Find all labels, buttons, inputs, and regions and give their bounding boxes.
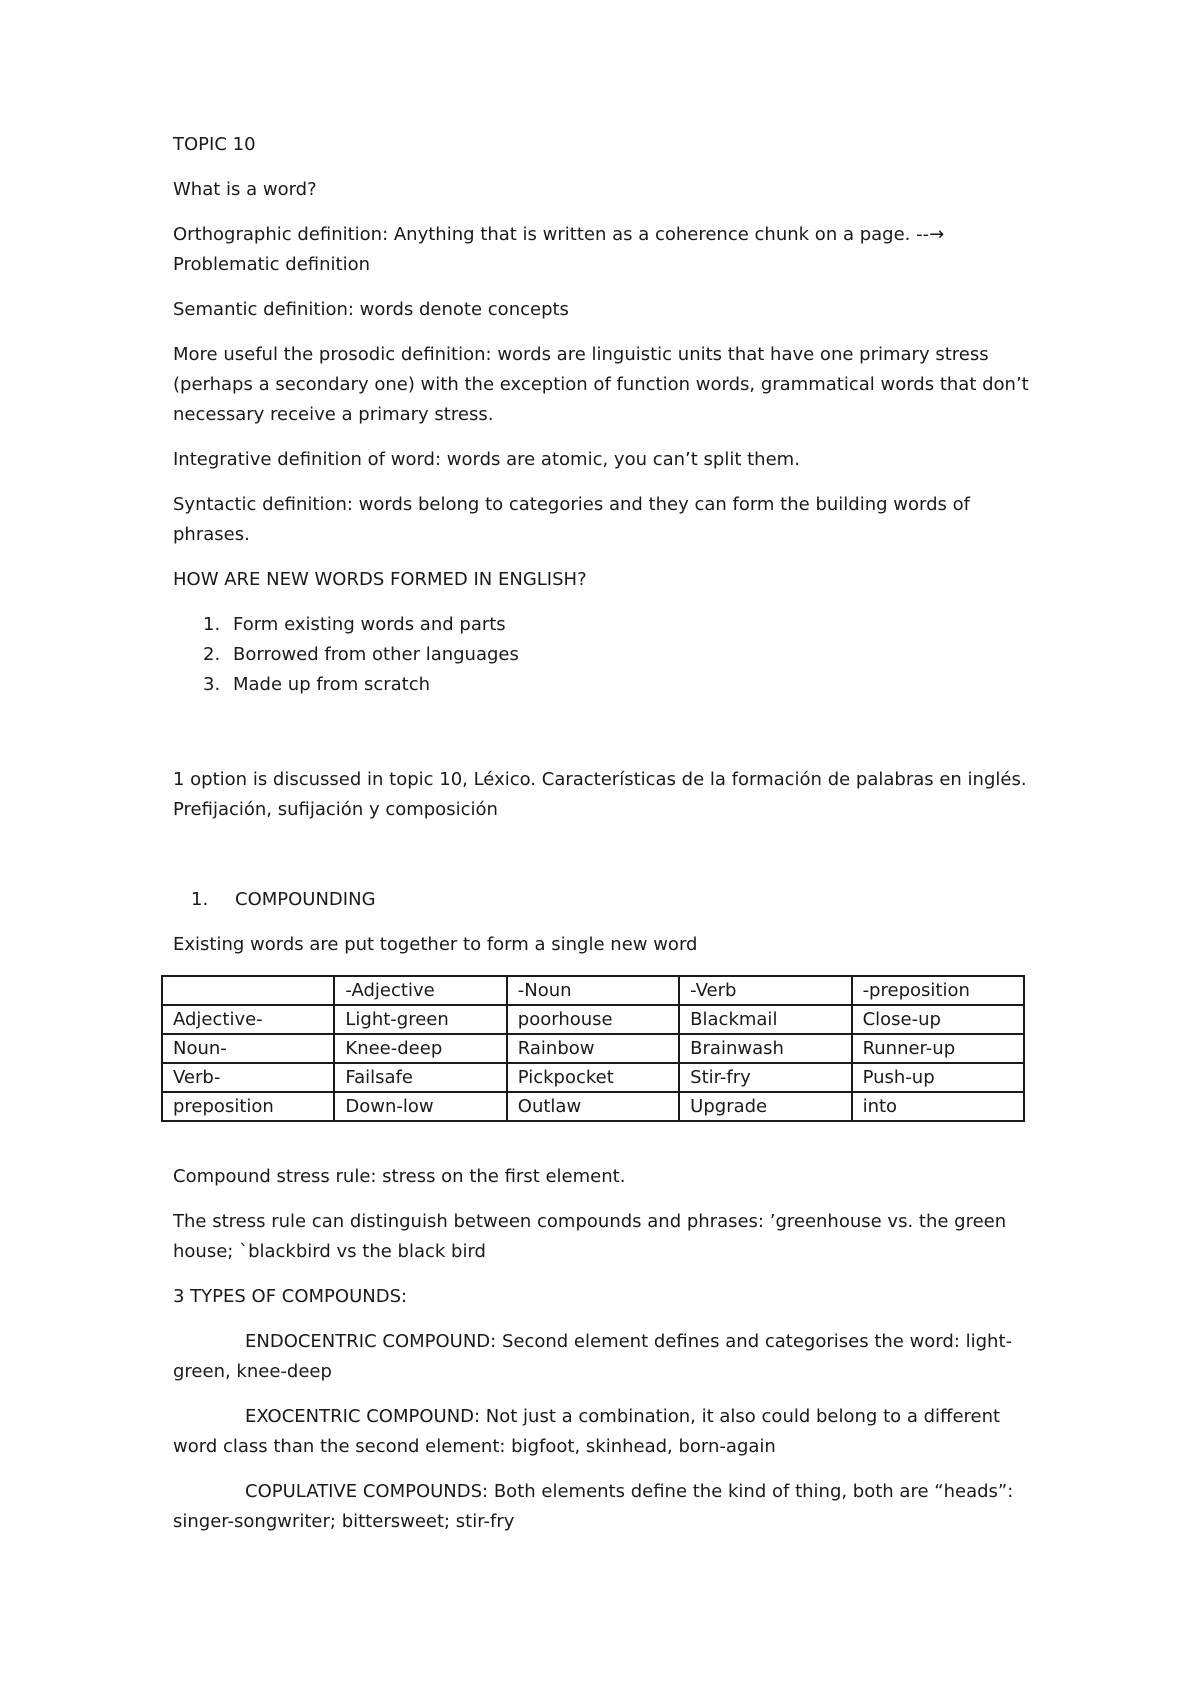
table-cell: Blackmail [679,1005,851,1034]
table-cell: -preposition [852,976,1024,1005]
prosodic-definition: More useful the prosodic definition: words are linguistic units that have one primary stress (perhaps a secondary one) with the exception of function words, grammatical words that don’t necessary receive a primary stress. [173,344,1029,425]
table-header-row [162,976,1024,1005]
table-cell: Light-green [334,1005,506,1034]
table-row [162,1005,1024,1034]
table-row [162,1092,1024,1121]
table-cell: -Adjective [334,976,506,1005]
table-cell: Runner-up [852,1034,1024,1063]
syntactic-definition: Syntactic definition: words belong to categories and they can form the building words of phrases. [173,494,970,545]
table-cell: Pickpocket [507,1063,679,1092]
section-title: COMPOUNDING [235,889,376,910]
list-number: 1. [203,614,221,635]
list-text: Form existing words and parts [233,614,506,635]
spacer [173,715,1033,765]
list-item [173,640,1033,670]
table-cell: into [852,1092,1024,1121]
table-row [162,1034,1024,1063]
spacer [173,840,1033,885]
list-text: Made up from scratch [233,674,431,695]
table-cell: Adjective- [162,1005,334,1034]
table-cell: Rainbow [507,1034,679,1063]
semantic-definition: Semantic definition: words denote concepts [173,299,569,320]
compound-table [161,975,1025,1122]
compound-stress-rule: Compound stress rule: stress on the first element. [173,1166,626,1187]
list-text: Borrowed from other languages [233,644,519,665]
table-cell [162,976,334,1005]
table-cell: -Verb [679,976,851,1005]
orthographic-definition [173,220,1033,280]
section-number: 1. [191,889,209,910]
table-cell: Close-up [852,1005,1024,1034]
option-note: 1 option is discussed in topic 10, Léxico. Características de la formación de palabras en inglés. Prefijación, sufijación y composición [173,769,1027,820]
list-number: 3. [203,674,221,695]
table-cell: Noun- [162,1034,334,1063]
list-number: 2. [203,644,221,665]
copulative-compounds: COPULATIVE COMPOUNDS: Both elements define the kind of thing, both are “heads”: singer-songwriter; bittersweet; stir-fry [173,1481,1014,1532]
formation-list [173,610,1033,700]
integrative-definition: Integrative definition of word: words are atomic, you can’t split them. [173,449,800,470]
table-cell: Verb- [162,1063,334,1092]
list-item [173,610,1033,640]
types-heading: 3 TYPES OF COMPOUNDS: [173,1286,408,1307]
table-cell: -Noun [507,976,679,1005]
table-cell: poorhouse [507,1005,679,1034]
table-cell: Failsafe [334,1063,506,1092]
orthographic-line-1: Orthographic definition: Anything that is written as a coherence chunk on a page. --→ [173,224,945,245]
table-cell: Upgrade [679,1092,851,1121]
how-heading: HOW ARE NEW WORDS FORMED IN ENGLISH? [173,569,587,590]
table-cell: Brainwash [679,1034,851,1063]
endocentric-compound: ENDOCENTRIC COMPOUND: Second element defines and categorises the word: light-green, knee-deep [173,1331,1012,1382]
question: What is a word? [173,179,317,200]
stress-distinguish: The stress rule can distinguish between compounds and phrases: ’greenhouse vs. the green house; `blackbird vs the black bird [173,1211,1007,1262]
table-cell: Outlaw [507,1092,679,1121]
exocentric-compound: EXOCENTRIC COMPOUND: Not just a combination, it also could belong to a different word class than the second element: bigfoot, skinhead, born-again [173,1406,1001,1457]
table-cell: Stir-fry [679,1063,851,1092]
list-item [173,670,1033,700]
compounding-heading [173,885,1033,915]
table-cell: Down-low [334,1092,506,1121]
table-cell: Push-up [852,1063,1024,1092]
document-page [173,130,1033,1552]
topic-title: TOPIC 10 [173,134,256,155]
table-cell: preposition [162,1092,334,1121]
table-row [162,1063,1024,1092]
table-cell: Knee-deep [334,1034,506,1063]
compounding-description: Existing words are put together to form a single new word [173,934,698,955]
orthographic-line-2: Problematic definition [173,254,371,275]
